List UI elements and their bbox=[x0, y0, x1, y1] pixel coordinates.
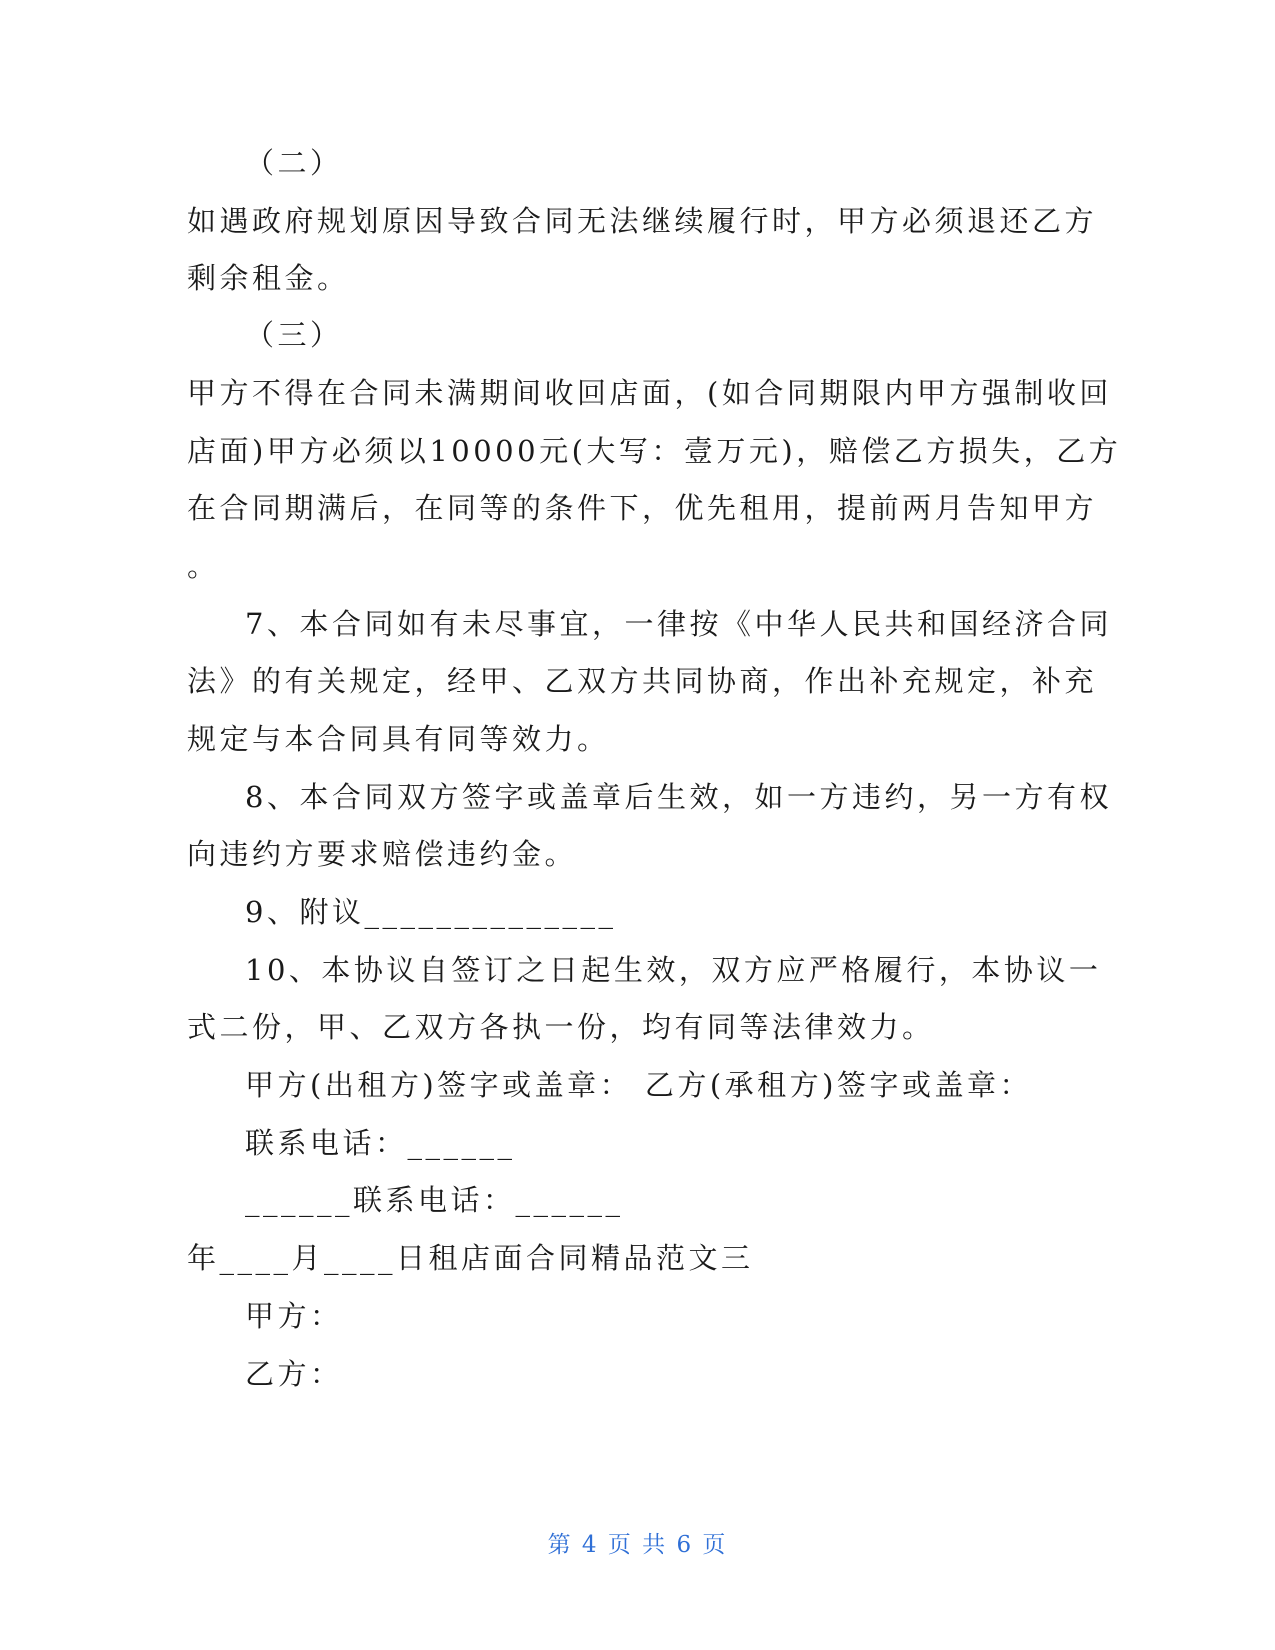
party-b-line: 乙方： bbox=[245, 1357, 343, 1391]
clause-7-line-1: 7、本合同如有未尽事宜，一律按《中华人民共和国经济合同 bbox=[245, 607, 1112, 641]
signature-line: 甲方(出租方)签字或盖章： 乙方(承租方)签字或盖章： bbox=[245, 1068, 1032, 1102]
contact-phone-line-2: ______联系电话：______ bbox=[245, 1183, 624, 1217]
date-and-title-line: 年____月____日租店面合同精品范文三 bbox=[187, 1241, 754, 1275]
clause-2-text-line-2: 剩余租金。 bbox=[187, 261, 350, 295]
page-number-text: 第 4 页 共 6 页 bbox=[547, 1532, 728, 1558]
clause-8-line-1: 8、本合同双方签字或盖章后生效，如一方违约，另一方有权 bbox=[245, 780, 1112, 814]
clause-3-text-line-3: 在合同期满后，在同等的条件下，优先租用，提前两月告知甲方 bbox=[187, 491, 1098, 525]
clause-9-line: 9、附议______________ bbox=[245, 895, 617, 929]
clause-7-line-3: 规定与本合同具有同等效力。 bbox=[187, 722, 610, 756]
party-a-line: 甲方： bbox=[245, 1299, 343, 1333]
clause-7-line-2: 法》的有关规定，经甲、乙双方共同协商，作出补充规定，补充 bbox=[187, 664, 1098, 698]
clause-2-heading: （二） bbox=[245, 146, 343, 180]
clause-2-text-line-1: 如遇政府规划原因导致合同无法继续履行时，甲方必须退还乙方 bbox=[187, 204, 1098, 238]
clause-10-line-1: 10、本协议自签订之日起生效，双方应严格履行，本协议一 bbox=[245, 953, 1102, 987]
contact-phone-line-1: 联系电话：______ bbox=[245, 1126, 516, 1160]
clause-3-text-line-2: 店面)甲方必须以10000元(大写：壹万元)，赔偿乙方损失，乙方 bbox=[187, 434, 1122, 468]
clause-3-text-line-4: 。 bbox=[187, 549, 220, 583]
clause-8-line-2: 向违约方要求赔偿违约金。 bbox=[187, 837, 578, 871]
page-number-footer bbox=[0, 1530, 1275, 1560]
clause-3-heading: （三） bbox=[245, 318, 343, 352]
clause-3-text-line-1: 甲方不得在合同未满期间收回店面，(如合同期限内甲方强制收回 bbox=[187, 376, 1112, 410]
clause-10-line-2: 式二份，甲、乙双方各执一份，均有同等法律效力。 bbox=[187, 1010, 935, 1044]
